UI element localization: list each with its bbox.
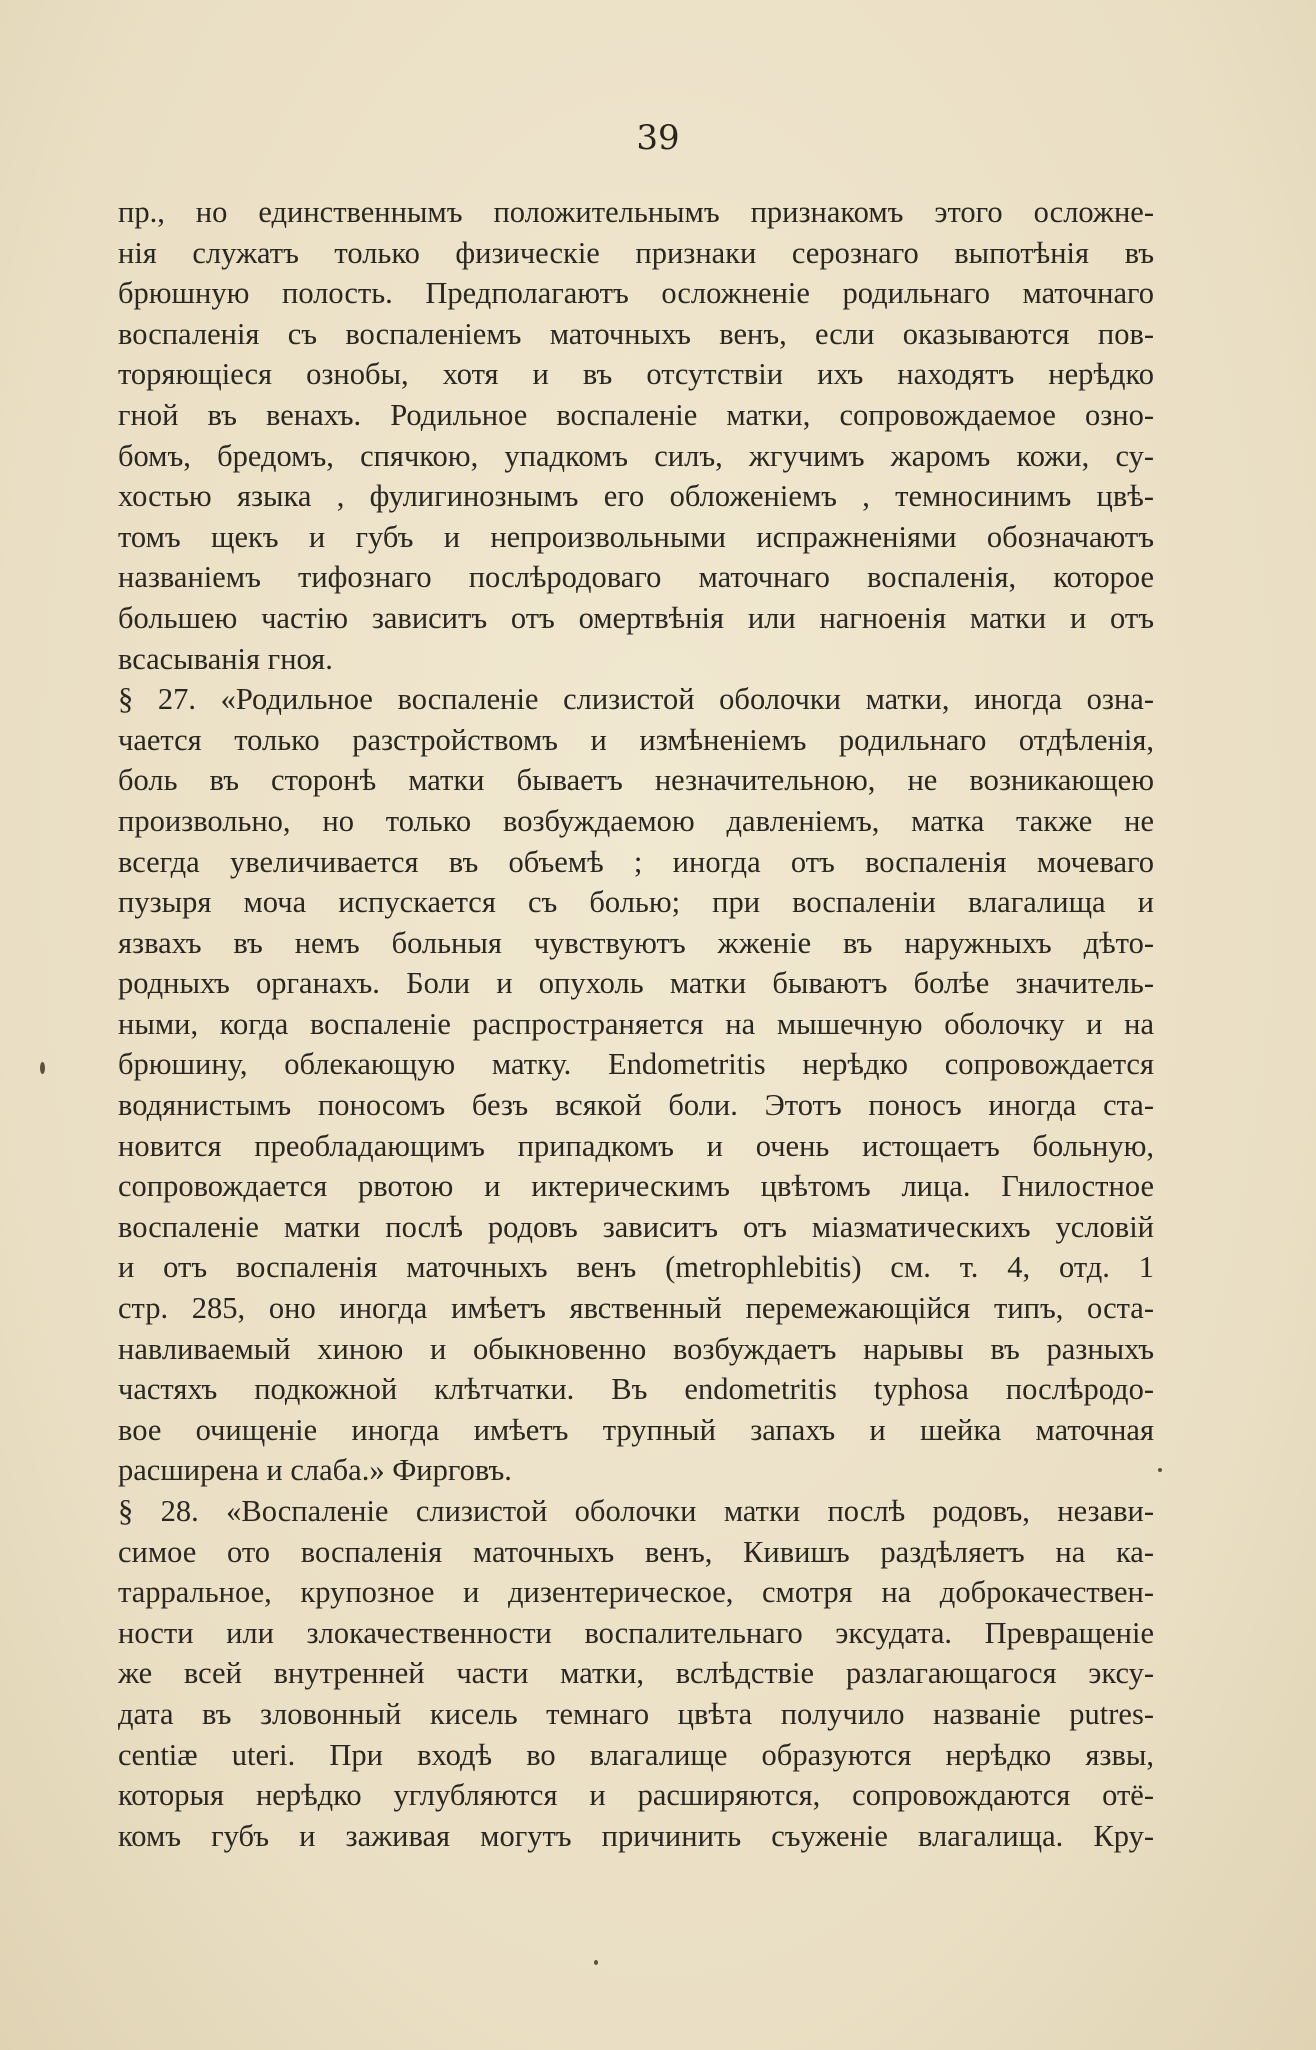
page-number: 39 bbox=[636, 118, 680, 158]
text-line: воспаленія съ воспаленіемъ маточныхъ венъ, если оказываются пов- bbox=[118, 316, 1154, 351]
text-line: родныхъ органахъ. Боли и опухоль матки бываютъ болѣе значитель- bbox=[118, 966, 1154, 1001]
text-line: боль въ сторонѣ матки бываетъ незначительною, не возникающею bbox=[118, 763, 1154, 798]
text-line: пр., но единственнымъ положительнымъ признакомъ этого осложне- bbox=[118, 195, 1154, 229]
text-line: водянистымъ поносомъ безъ всякой боли. Этотъ поносъ иногда ста- bbox=[118, 1088, 1154, 1123]
text-line: частяхъ подкожной клѣтчатки. Въ endometritis typhosa послѣродо- bbox=[118, 1372, 1154, 1407]
text-line: брюшину, облекающую матку. Endometritis нерѣдко сопровождается bbox=[118, 1047, 1154, 1082]
text-line: дата въ зловонный кисель темнаго цвѣта получило названіе putres- bbox=[118, 1696, 1154, 1731]
text-line: вое очищеніе иногда имѣетъ трупный запахъ и шейка маточная bbox=[118, 1412, 1154, 1447]
text-line: большею частію зависитъ отъ омертвѣнія или нагноенія матки и отъ bbox=[118, 600, 1154, 635]
text-line: § 27. «Родильное воспаленіе слизистой оболочки матки, иногда озна- bbox=[118, 682, 1154, 717]
text-line: же всей внутренней части матки, вслѣдствіе разлагающагося эксу- bbox=[118, 1656, 1154, 1691]
text-line: торяющіеся ознобы, хотя и въ отсутствіи ихъ находятъ нерѣдко bbox=[118, 357, 1154, 392]
text-line: брюшную полость. Предполагаютъ осложненіе родильнаго маточнаго bbox=[118, 276, 1154, 311]
text-line: centiæ uteri. При входѣ во влагалище образуются нерѣдко язвы, bbox=[118, 1737, 1154, 1772]
text-line: которыя нерѣдко углубляются и расширяются, сопровождаются отё- bbox=[118, 1778, 1154, 1813]
ink-speck bbox=[594, 1960, 598, 1965]
text-line: хостью языка , фулигинознымъ его обложеніемъ , темносинимъ цвѣ- bbox=[118, 479, 1154, 514]
text-line: ными, когда воспаленіе распространяется на мышечную оболочку и на bbox=[118, 1006, 1154, 1041]
text-line: сопровождается рвотою и иктерическимъ цвѣтомъ лица. Гнилостное bbox=[118, 1169, 1154, 1204]
text-line: симое ото воспаленія маточныхъ венъ, Кивишъ раздѣляетъ на ка- bbox=[118, 1534, 1154, 1569]
ink-speck bbox=[1158, 1468, 1162, 1472]
text-line: навливаемый хиною и обыкновенно возбуждаетъ нарывы въ разныхъ bbox=[118, 1331, 1154, 1366]
text-line: комъ губъ и заживая могутъ причинить съуженіе влагалища. Кру- bbox=[118, 1818, 1154, 1853]
text-line: названіемъ тифознаго послѣродоваго маточнаго воспаленія, которое bbox=[118, 560, 1154, 595]
text-line: гной въ венахъ. Родильное воспаленіе матки, сопровождаемое озно- bbox=[118, 397, 1154, 432]
text-line: стр. 285, оно иногда имѣетъ явственный перемежающійся типъ, оста- bbox=[118, 1291, 1154, 1326]
text-line: § 28. «Воспаленіе слизистой оболочки матки послѣ родовъ, незави- bbox=[118, 1494, 1154, 1528]
text-line: новится преобладающимъ припадкомъ и очень истощаетъ больную, bbox=[118, 1128, 1154, 1163]
text-line: воспаленіе матки послѣ родовъ зависитъ отъ міазматическихъ условій bbox=[118, 1209, 1154, 1244]
text-line: нія служатъ только физическіе признаки серознаго выпотѣнія въ bbox=[118, 235, 1154, 270]
text-line: томъ щекъ и губъ и непроизвольными испражненіями обозначаютъ bbox=[118, 519, 1154, 554]
ink-speck bbox=[40, 1062, 45, 1074]
text-line: произвольно, но только возбуждаемою давленіемъ, матка также не bbox=[118, 803, 1154, 838]
text-line: всегда увеличивается въ объемѣ ; иногда отъ воспаленія мочеваго bbox=[118, 844, 1154, 879]
text-line: бомъ, бредомъ, спячкою, упадкомъ силъ, жгучимъ жаромъ кожи, су- bbox=[118, 438, 1154, 473]
text-line: всасыванія гноя. bbox=[118, 641, 333, 676]
text-line: пузыря моча испускается съ болью; при воспаленіи влагалища и bbox=[118, 885, 1154, 920]
page-text bbox=[118, 192, 1154, 1856]
text-line: чается только разстройствомъ и измѣненіемъ родильнаго отдѣленія, bbox=[118, 722, 1154, 757]
text-line: ности или злокачественности воспалительнаго эксудата. Превращеніе bbox=[118, 1615, 1154, 1650]
text-line: язвахъ въ немъ больныя чувствуютъ жженіе въ наружныхъ дѣто- bbox=[118, 925, 1154, 960]
text-line: тарральное, крупозное и дизентерическое, смотря на доброкачествен- bbox=[118, 1575, 1154, 1610]
text-line: и отъ воспаленія маточныхъ венъ (metrophlebitis) см. т. 4, отд. 1 bbox=[118, 1250, 1154, 1285]
text-line: расширена и слаба.» Фирговъ. bbox=[118, 1453, 512, 1488]
